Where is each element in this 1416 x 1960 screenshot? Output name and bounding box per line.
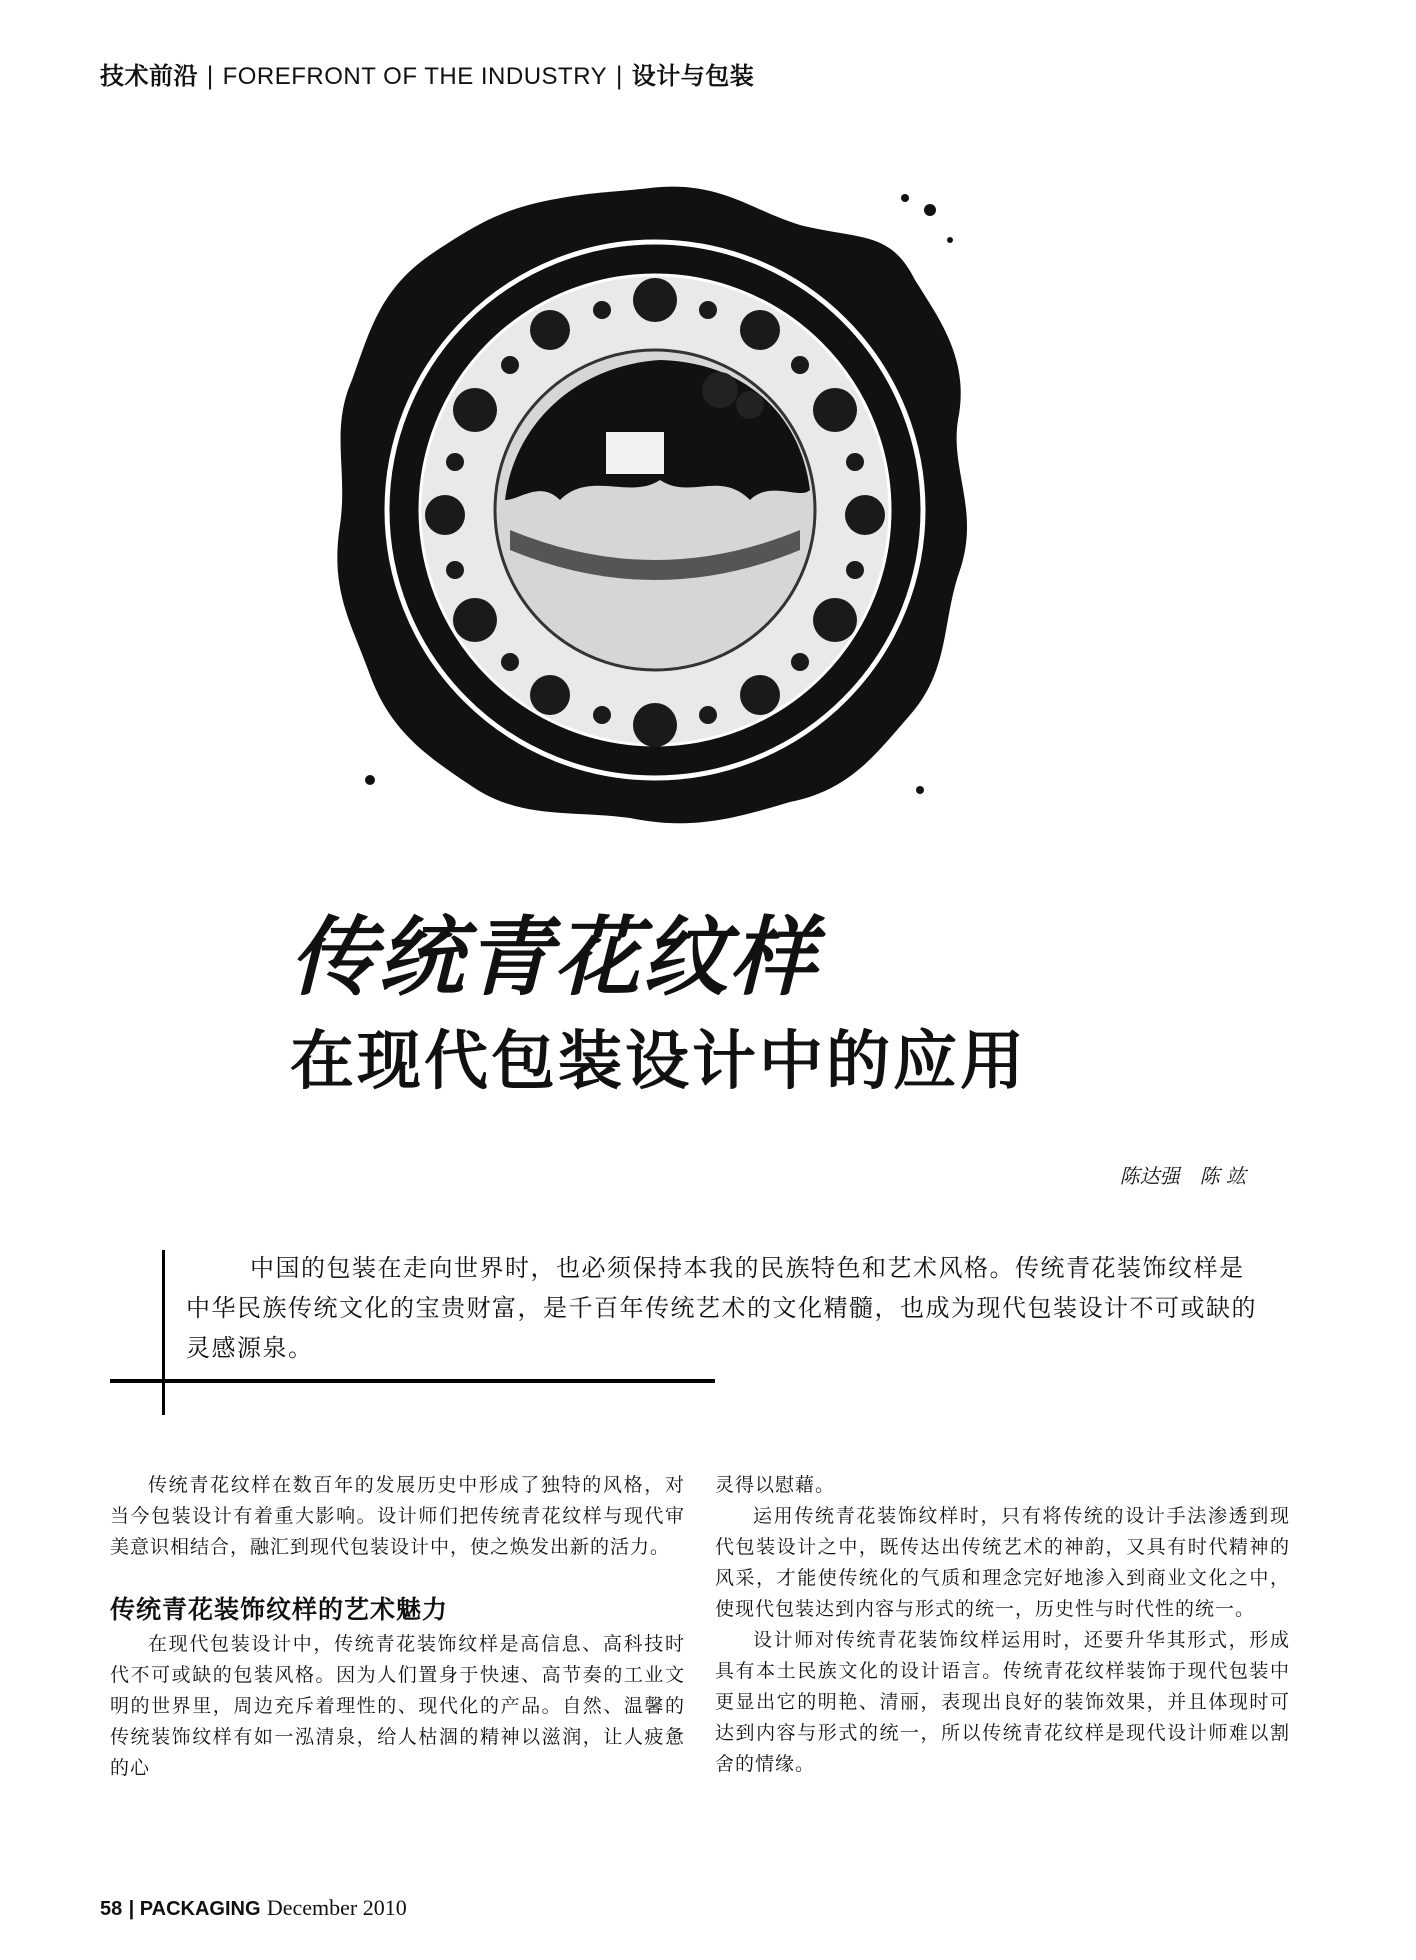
blue-white-plate-image [330, 170, 970, 830]
article-title: 传统青花纹样 [290, 907, 818, 1008]
body-paragraph: 运用传统青花装饰纹样时，只有将传统的设计手法渗透到现代包装设计之中，既传达出传统艺术的神韵，又具有时代精神的风采，才能使传统化的气质和理念完好地渗入到商业文化之中，使现代包装达到内容与形式的统一，历史性与时代性的统一。 [715, 1505, 1290, 1620]
footer-divider: | [128, 1898, 140, 1920]
abstract-horizontal-rule [110, 1379, 715, 1383]
header-divider-2: | [615, 62, 624, 90]
section-category: 设计与包装 [631, 62, 755, 90]
page-number: 58 [100, 1898, 123, 1920]
section-en: FOREFRONT OF THE INDUSTRY [222, 63, 608, 90]
magazine-name: PACKAGING [139, 1898, 261, 1920]
header-divider: | [206, 62, 215, 90]
section-cn: 技术前沿 [100, 62, 198, 90]
body-column-right [715, 1470, 1290, 1780]
page-footer [100, 1895, 407, 1921]
article-authors: 陈达强 陈 竑 [1119, 1164, 1246, 1188]
body-column-left [110, 1470, 685, 1784]
abstract-vertical-rule [162, 1250, 165, 1415]
body-paragraph: 传统青花纹样在数百年的发展历史中形成了独特的风格，对当今包装设计有着重大影响。设计师们把传统青花纹样与现代审美意识相结合，融汇到现代包装设计中，使之焕发出新的活力。 [110, 1474, 685, 1558]
running-header [100, 56, 754, 91]
issue-date: December 2010 [266, 1895, 407, 1920]
body-paragraph: 在现代包装设计中，传统青花装饰纹样是高信息、高科技时代不可或缺的包装风格。因为人们置身于快速、高节奏的工业文明的世界里，周边充斥着理性的、现代化的产品。自然、温馨的传统装饰纹样有如一泓清泉，给人枯涸的精神以滋润，让人疲惫的心 [110, 1633, 685, 1779]
body-paragraph: 设计师对传统青花装饰纹样运用时，还要升华其形式，形成具有本土民族文化的设计语言。传统青花纹样装饰于现代包装中更显出它的明艳、清丽，表现出良好的装饰效果，并且体现时可达到内容与形式的统一，所以传统青花纹样是现代设计师难以割舍的情缘。 [715, 1629, 1290, 1775]
article-subtitle: 在现代包装设计中的应用 [290, 1024, 1027, 1099]
article-abstract: 中国的包装在走向世界时，也必须保持本我的民族特色和艺术风格。传统青花装饰纹样是中华民族传统文化的宝贵财富，是千百年传统艺术的文化精髓，也成为现代包装设计不可或缺的灵感源泉。 [186, 1254, 1257, 1362]
section-heading: 传统青花装饰纹样的艺术魅力 [110, 1595, 449, 1624]
body-paragraph: 灵得以慰藉。 [715, 1474, 836, 1496]
